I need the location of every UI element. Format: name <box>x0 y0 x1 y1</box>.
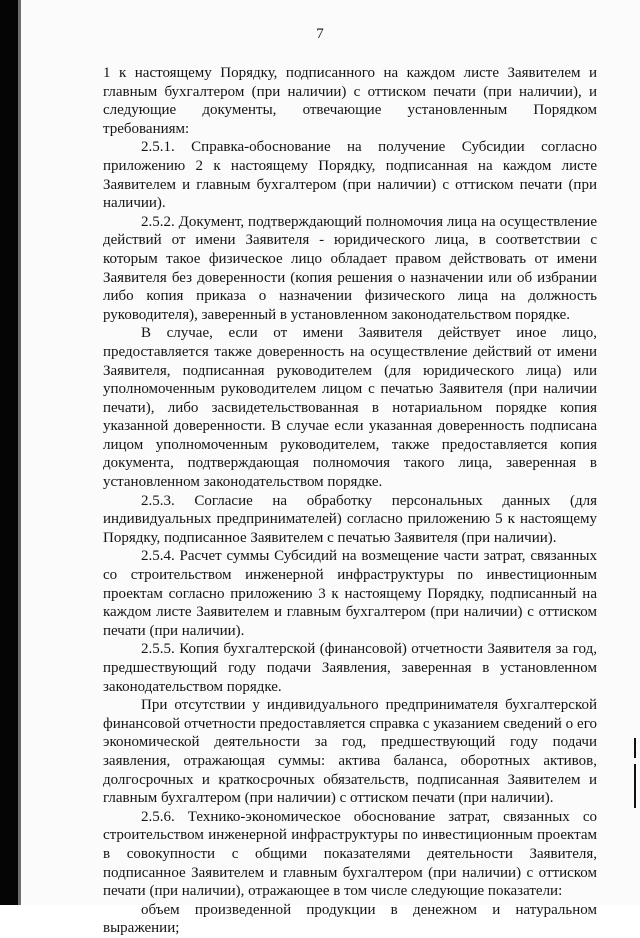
paragraph-power-of-attorney: В случае, если от имени Заявителя действует иное лицо, предоставляется также доверенность на осуществление действий от имени Заявителя, подписанная руководителем (для юридического лица) или уполномоченным руководителем лицом с печатью Заявителя (при наличии печати), либо засвидетельствованная в нотариальном порядке копия указанной доверенности. В случае если указанная доверенность подписана лицом уполномоченным руководителем, также предоставляется копия документа, подтверждающая полномочия такого лица, заверенная в установленном законодательством порядке. <box>103 325 597 491</box>
page-number: 7 <box>316 26 324 42</box>
paragraph-2-5-2: 2.5.2. Документ, подтверждающий полномочия лица на осуществление действий от имени Заявителя - юридического лица, в соответствии с которым такое физическое лицо обладает правом действовать от имени Заявителя без доверенности (копия решения о назначении или об избрании либо копия приказа о назначении физического лица на должность руководителя), заверенный в установленном законодательством порядке. <box>103 213 597 323</box>
scan-edge-gradient <box>18 0 21 905</box>
paragraph-entrepreneur-statement: При отсутствии у индивидуального предпринимателя бухгалтерской финансовой отчетности предоставляется справка с указанием сведений о его экономической деятельности за год, предшествующий году подачи заявления, отражающая суммы: актива баланса, оборотных активов, долгосрочных и краткосрочных обязательств, подписанная Заявителем и главным бухгалтером (при наличии) с оттиском печати (при наличии). <box>103 697 597 807</box>
paragraph-2-5-4: 2.5.4. Расчет суммы Субсидий на возмещение части затрат, связанных со строительством инженерной инфраструктуры по инвестиционным проектам согласно приложению 3 к настоящему Порядку, подписанный на каждом листе Заявителем и главным бухгалтером (при наличии) с оттиском печати (при наличии). <box>103 548 597 639</box>
scan-artifact-mark <box>634 764 636 808</box>
paragraph-2-5-5: 2.5.5. Копия бухгалтерской (финансовой) отчетности Заявителя за год, предшествующий году подачи Заявления, заверенная в установленном законодательством порядке. <box>103 641 597 695</box>
paragraph-2-5-3: 2.5.3. Согласие на обработку персональных данных (для индивидуальных предпринимателей) согласно приложению 5 к настоящему Порядку, подписанное Заявителем с печатью Заявителя (при наличии). <box>103 492 597 546</box>
scan-artifact-mark <box>634 738 636 758</box>
paragraph-production-volume: объем произведенной продукции в денежном и натуральном выражении; <box>103 901 597 937</box>
paragraph-continuation: 1 к настоящему Порядку, подписанного на каждом листе Заявителем и главным бухгалтером (при наличии) с оттиском печати (при наличии), и следующие документы, отвечающие установленным Порядком требованиям: <box>103 65 597 137</box>
document-body <box>103 64 597 938</box>
paragraph-2-5-6: 2.5.6. Технико-экономическое обоснование затрат, связанных со строительством инженерной инфраструктуры по инвестиционным проектам в совокупности с общими показателями деятельности Заявителя, подписанное Заявителем и главным бухгалтером (при наличии) с оттиском печати (при наличии), отражающее в том числе следующие показатели: <box>103 808 597 900</box>
scan-edge-shadow <box>0 0 18 905</box>
paragraph-2-5-1: 2.5.1. Справка-обоснование на получение Субсидии согласно приложению 2 к настоящему Порядку, подписанная на каждом листе Заявителем и главным бухгалтером (при наличии) с оттиском печати (при наличии). <box>103 139 597 212</box>
